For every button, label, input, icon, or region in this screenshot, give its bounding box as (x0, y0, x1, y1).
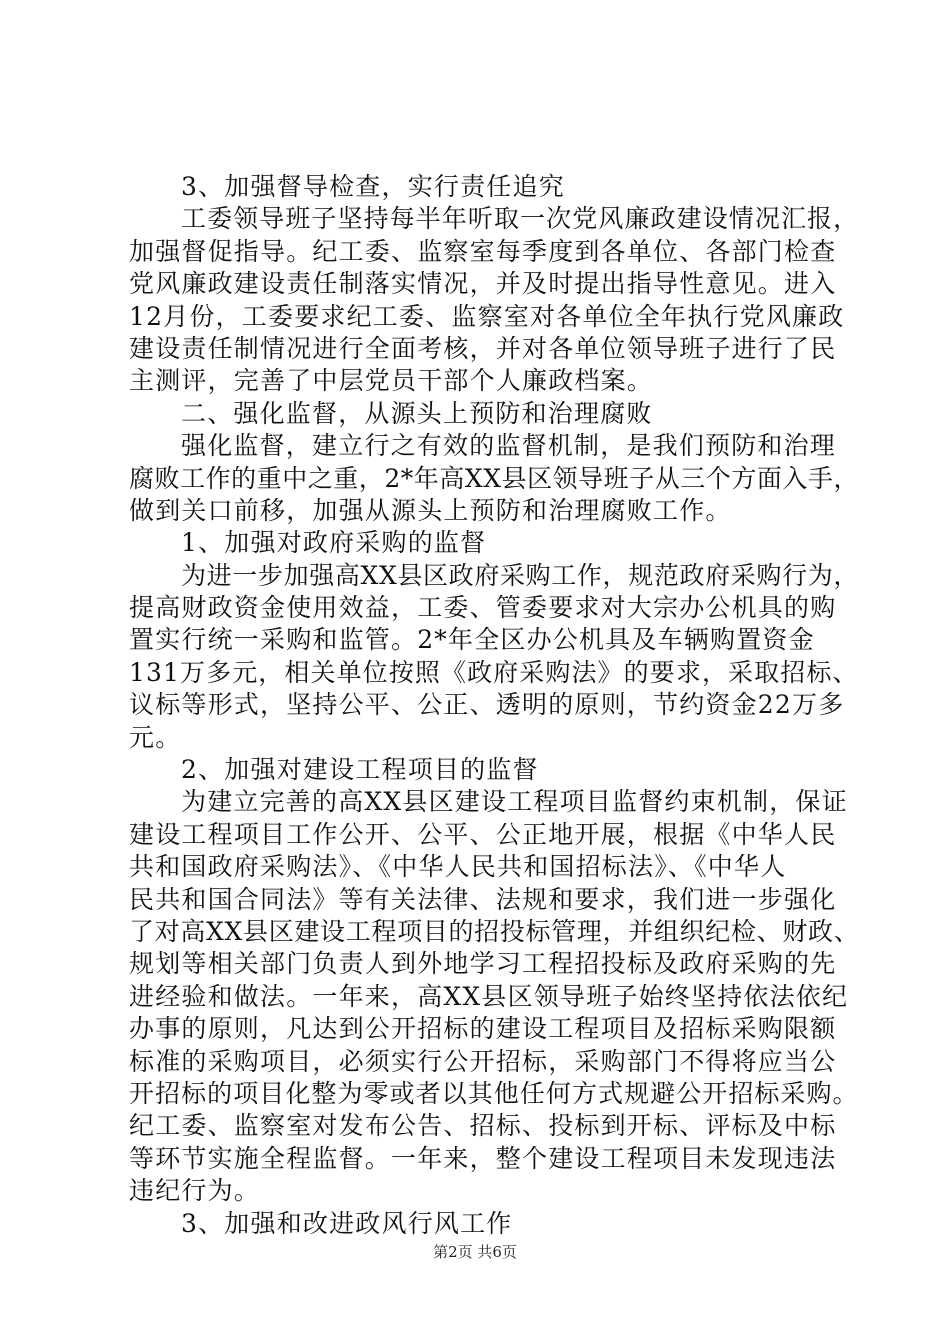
text-line: 加强督促指导。纪工委、监察室每季度到各单位、各部门检查 (129, 236, 837, 266)
text-line: 标准的采购项目，必须实行公开招标，采购部门不得将应当公 (129, 1046, 837, 1076)
text-line: 3、加强和改进政风行风工作 (181, 1208, 513, 1238)
text-line: 元。 (129, 722, 182, 752)
text-line: 强化监督，建立行之有效的监督机制，是我们预防和治理 (181, 431, 837, 461)
text-line: 主测评，完善了中层党员干部个人廉政档案。 (129, 366, 654, 396)
text-line: 规划等相关部门负责人到外地学习工程招投标及政府采购的先 (129, 949, 837, 979)
text-line: 建设工程项目工作公开、公平、公正地开展，根据《中华人民 (129, 819, 837, 849)
text-line: 进经验和做法。一年来，高XX县区领导班子始终坚持依法依纪 (129, 981, 849, 1011)
document-body (129, 171, 859, 1240)
text-line: 党风廉政建设责任制落实情况，并及时提出指导性意见。进入 (129, 269, 837, 299)
text-line: 腐败工作的重中之重，2*年高XX县区领导班子从三个方面入手， (129, 463, 860, 493)
text-line: 纪工委、监察室对发布公告、招标、投标到开标、评标及中标 (129, 1111, 837, 1141)
text-line: 做到关口前移，加强从源头上预防和治理腐败工作。 (129, 495, 732, 525)
text-line: 共和国政府采购法》、《中华人民共和国招标法》、《中华人 (129, 852, 787, 882)
text-line: 提高财政资金使用效益，工委、管委要求对大宗办公机具的购 (129, 593, 837, 623)
text-line: 民共和国合同法》等有关法律、法规和要求，我们进一步强化 (129, 884, 837, 914)
text-line: 置实行统一采购和监管。2*年全区办公机具及车辆购置资金 (129, 625, 815, 655)
text-line: 为建立完善的高XX县区建设工程项目监督约束机制，保证 (181, 787, 848, 817)
text-line: 开招标的项目化整为零或者以其他任何方式规避公开招标采购。 (129, 1078, 859, 1108)
text-line: 131万多元，相关单位按照《政府采购法》的要求，采取招标、 (129, 657, 859, 687)
text-line: 办事的原则，凡达到公开招标的建设工程项目及招标采购限额 (129, 1014, 837, 1044)
text-line: 12月份，工委要求纪工委、监察室对各单位全年执行党风廉政 (129, 301, 845, 331)
text-line: 为进一步加强高XX县区政府采购工作，规范政府采购行为， (181, 560, 859, 590)
text-line: 3、加强督导检查，实行责任追究 (181, 172, 565, 201)
page-footer: 第2页 共6页 (433, 1243, 517, 1261)
text-line: 建设责任制情况进行全面考核，并对各单位领导班子进行了民 (129, 333, 837, 363)
text-line: 违纪行为。 (129, 1176, 261, 1206)
text-line: 议标等形式，坚持公平、公正、透明的原则，节约资金22万多 (129, 690, 845, 720)
text-line: 工委领导班子坚持每半年听取一次党风廉政建设情况汇报， (181, 204, 860, 234)
text-line: 等环节实施全程监督。一年来，整个建设工程项目未发现违法 (129, 1143, 837, 1173)
text-line: 二、强化监督，从源头上预防和治理腐败 (181, 398, 653, 428)
text-line: 2、加强对建设工程项目的监督 (181, 755, 539, 785)
text-line: 了对高XX县区建设工程项目的招投标管理，并组织纪检、财政、 (129, 916, 860, 946)
text-line: 1、加强对政府采购的监督 (181, 528, 487, 558)
